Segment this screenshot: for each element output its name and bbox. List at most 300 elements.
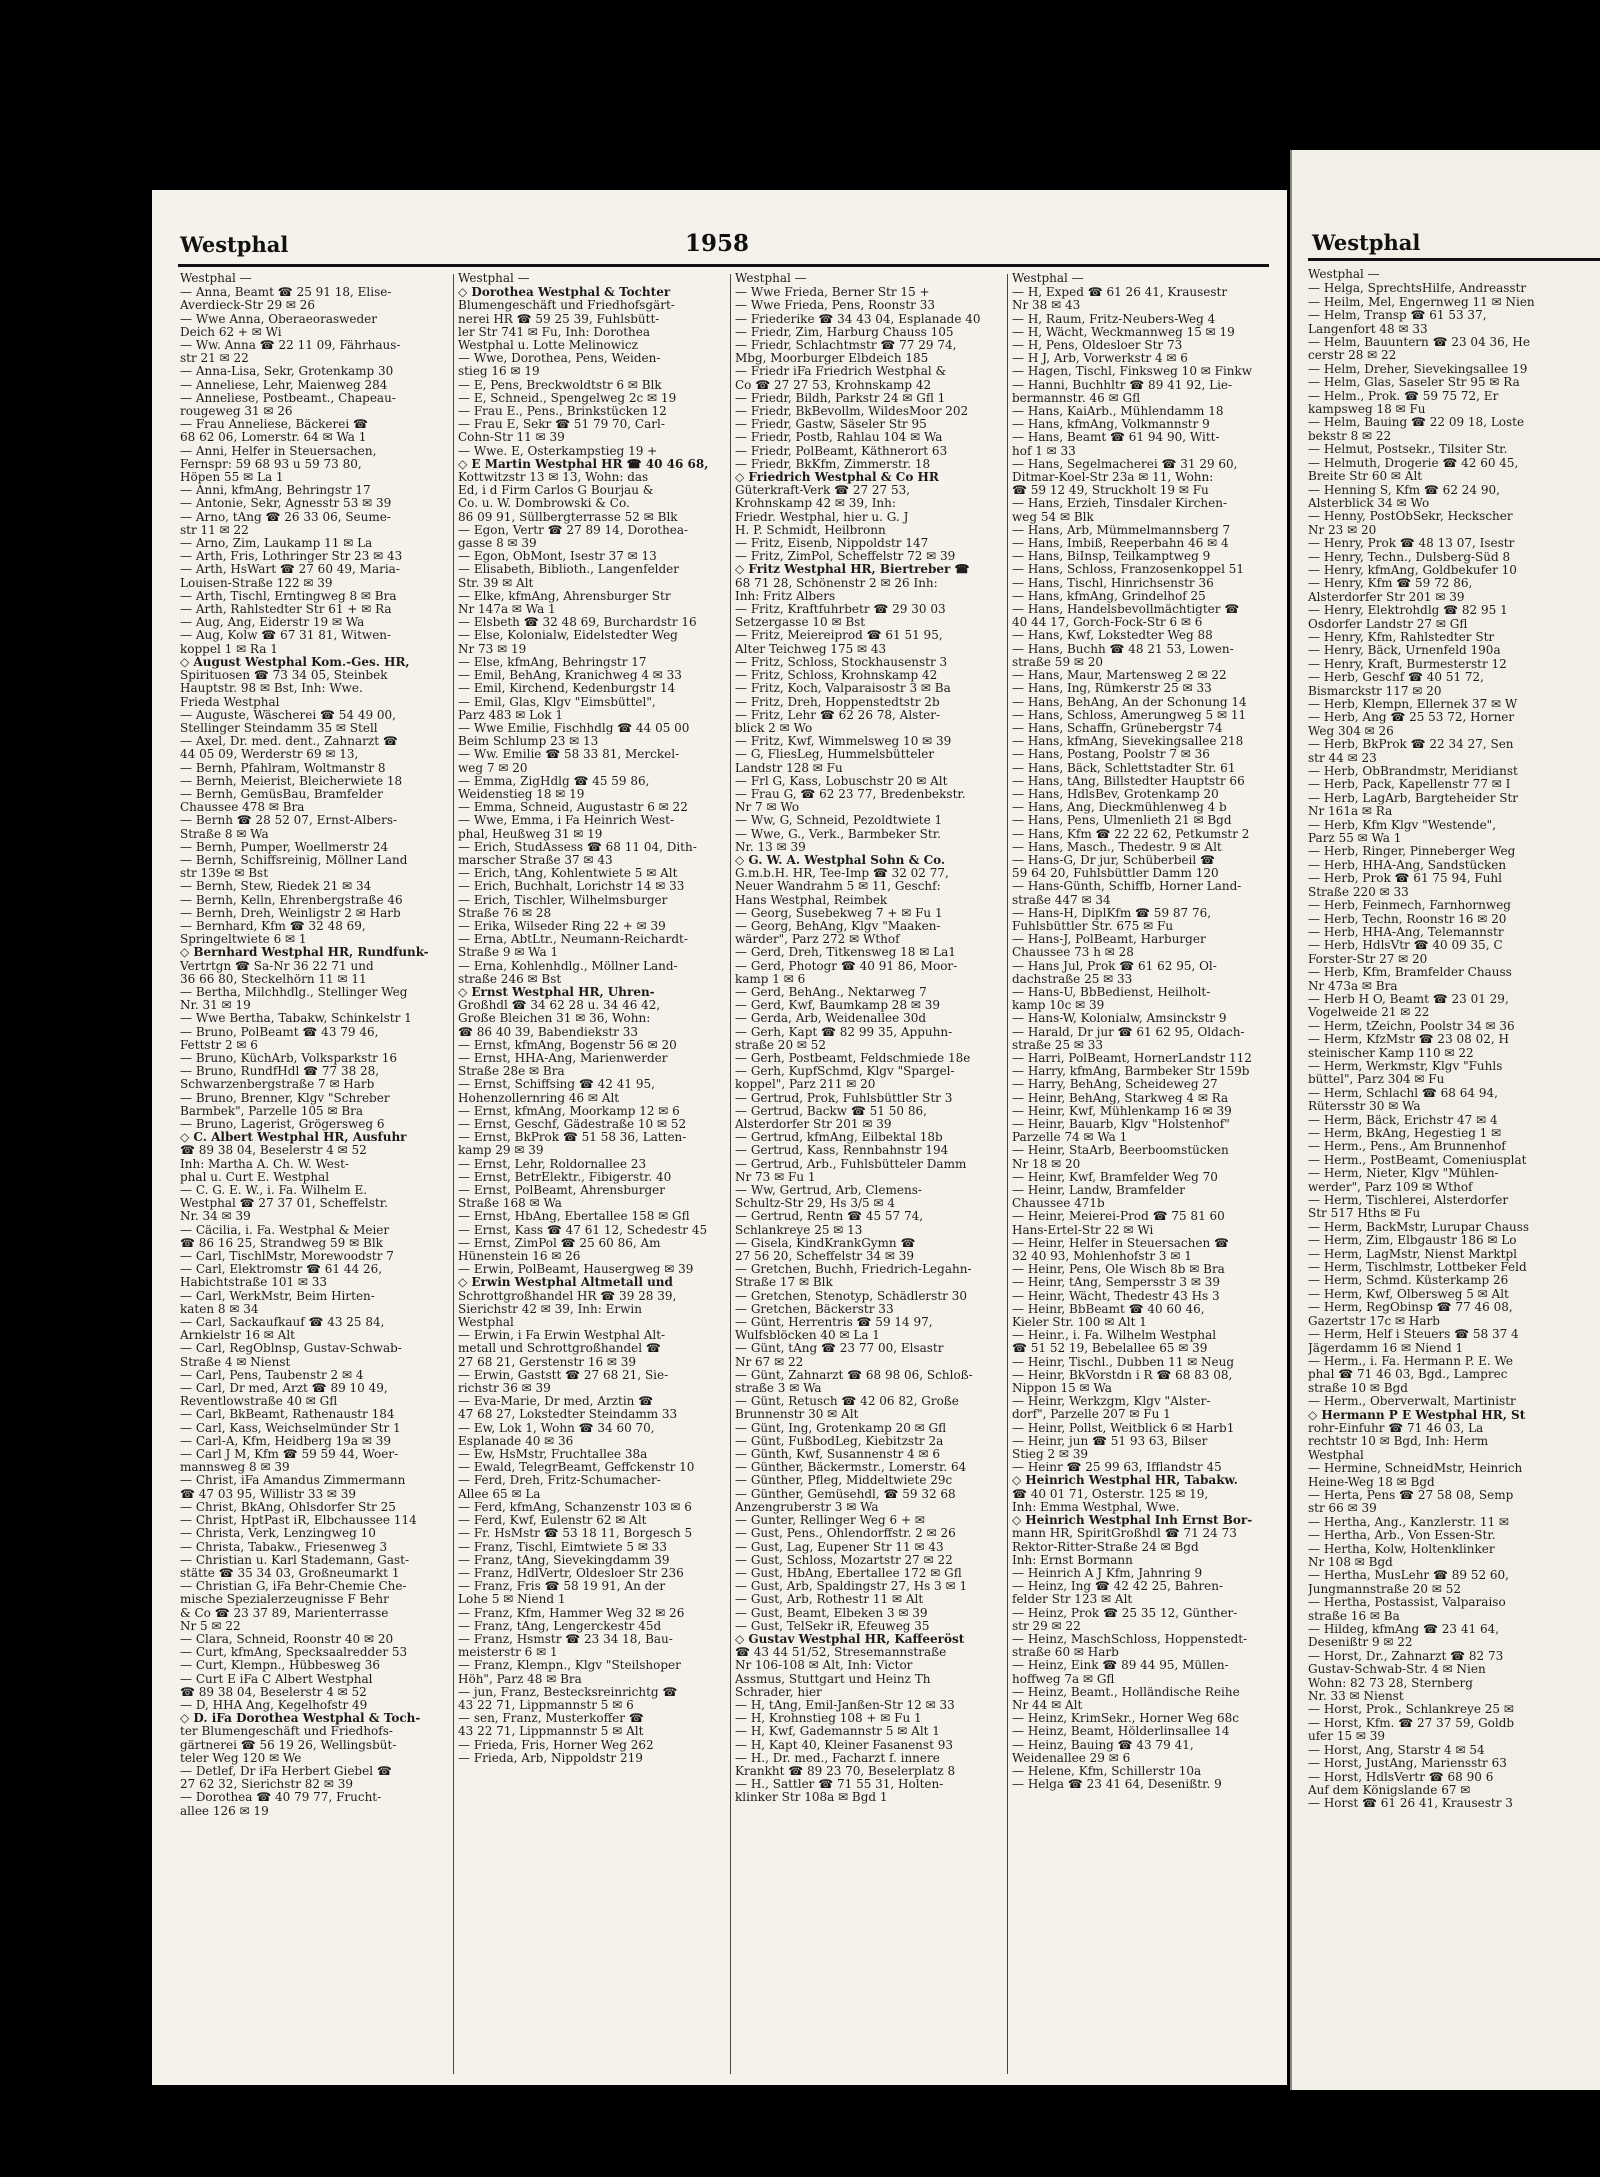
- directory-entry: — Hans, Imbiß, Reeperbahn 46 ✉ 4: [1012, 537, 1229, 551]
- directory-entry: ◇ Fritz Westphal HR, Biertreber ☎: [735, 563, 970, 577]
- directory-entry: 43 22 71, Lippmannstr 5 ✉ Alt: [458, 1725, 644, 1739]
- directory-entry: — Ferd, kfmAng, Schanzenstr 103 ✉ 6: [458, 1500, 692, 1514]
- directory-entry: — Ernst, Kass ☎ 47 61 12, Schedestr 45: [458, 1223, 708, 1237]
- column-heading: Westphal —: [1308, 268, 1380, 281]
- directory-entry: — Herb, Ringer, Pinneberger Weg: [1308, 845, 1516, 859]
- directory-entry: — Heinr, Wächt, Thedestr 43 Hs 3: [1012, 1289, 1220, 1303]
- directory-entry: — Ernst, BkProk ☎ 51 58 36, Latten-: [458, 1131, 687, 1145]
- directory-entry: — Fritz, Kraftfuhrbetr ☎ 29 30 03: [735, 603, 946, 617]
- directory-entry: — Henry, Kfm, Rahlstedter Str: [1308, 630, 1495, 644]
- directory-entry: Setzergasse 10 ✉ Bst: [735, 616, 866, 630]
- directory-entry: — Hans, Bäck, Schlettstadter Str. 61: [1012, 761, 1236, 775]
- directory-entry: — Wwe, G., Verk., Barmbeker Str.: [735, 827, 941, 841]
- directory-entry: — Anna-Lisa, Sekr, Grotenkamp 30: [180, 365, 394, 379]
- directory-entry: — Anni, Helfer in Steuersachen,: [180, 444, 377, 458]
- directory-entry: — Wwe Bertha, Tabakw, Schinkelstr 1: [180, 1012, 412, 1026]
- directory-entry: Nr 23 ✉ 20: [1308, 523, 1377, 537]
- directory-entry: — Hans-G, Dr jur, Schüberbeil ☎: [1012, 853, 1215, 867]
- directory-entry: — Günt, Herrentris ☎ 59 14 97,: [735, 1316, 933, 1330]
- directory-entry: Ditmar-Koel-Str 23a ✉ 11, Wohn:: [1012, 471, 1214, 485]
- directory-entry: Nr. 13 ✉ 39: [735, 840, 806, 854]
- directory-entry: — Hans, Beamt ☎ 61 94 90, Witt-: [1012, 431, 1220, 445]
- directory-entry: — Georg, BehAng, Klgv "Maaken-: [735, 919, 941, 933]
- directory-entry: — Heinr, Bauarb, Klgv "Holstenhof": [1012, 1118, 1230, 1131]
- directory-entry: — Hans, kfmAng, Sievekingsallee 218: [1012, 735, 1244, 749]
- directory-entry: — Hans, Segelmacherei ☎ 31 29 60,: [1012, 457, 1238, 471]
- directory-entry: — Heinr, BehAng, Starkweg 4 ✉ Ra: [1012, 1091, 1229, 1105]
- directory-entry: — Frieda, Fris, Horner Weg 262: [458, 1738, 654, 1752]
- directory-entry: 27 56 20, Scheffelstr 34 ✉ 39: [735, 1250, 915, 1264]
- directory-entry: — Hans, BiInsp, Teilkamptweg 9: [1012, 550, 1211, 564]
- section-heading: Westphal: [180, 232, 289, 257]
- directory-entry: — Erich, StudAssess ☎ 68 11 04, Dith-: [458, 840, 697, 854]
- directory-entry: — Christ, iFa Amandus Zimmermann: [180, 1474, 406, 1488]
- directory-entry: — Gertrud, Rentn ☎ 45 57 74,: [735, 1210, 924, 1224]
- directory-entry: straße 10 ✉ Bgd: [1308, 1381, 1408, 1395]
- directory-entry: kamp 29 ✉ 39: [458, 1144, 544, 1158]
- directory-entry: — Herm, Tischlmstr, Lottbeker Feld: [1308, 1261, 1527, 1275]
- directory-entry: — Herb, Feinmech, Farnhornweg: [1308, 899, 1511, 913]
- directory-entry: — Heinr, Kwf, Mühlenkamp 16 ✉ 39: [1012, 1104, 1232, 1118]
- directory-entry: Schultz-Str 29, Hs 3/5 ✉ 4: [735, 1197, 895, 1211]
- directory-entry: Straße 8 ✉ Wa: [180, 827, 269, 841]
- directory-entry: Nr 5 ✉ 22: [180, 1619, 241, 1633]
- directory-entry: — Friedr, Bildh, Parkstr 24 ✉ Gfl 1: [735, 391, 946, 405]
- directory-entry: — Hans, Schloss, Amerungweg 5 ✉ 11: [1012, 708, 1247, 722]
- directory-entry: — Henry, Kfm ☎ 59 72 86,: [1308, 577, 1473, 591]
- directory-entry: — Fritz, Lehr ☎ 62 26 78, Alster-: [735, 708, 941, 722]
- directory-entry: — Frau G, ☎ 62 23 77, Bredenbekstr.: [735, 787, 966, 801]
- directory-entry: str 29 ✉ 22: [1012, 1619, 1081, 1633]
- directory-entry: — Emil, BehAng, Kranichweg 4 ✉ 33: [458, 669, 682, 683]
- directory-entry: phal u. Curt E. Westphal: [180, 1170, 330, 1184]
- directory-entry: — Heinr ☎ 25 99 63, Ifflandstr 45: [1012, 1461, 1222, 1475]
- directory-entry: 86 09 91, Süllbergterrasse 52 ✉ Blk: [458, 510, 678, 524]
- directory-entry: Inh: Ernst Bormann: [1012, 1553, 1133, 1567]
- directory-entry: — E, Pens, Breckwoldtstr 6 ✉ Blk: [458, 378, 662, 392]
- directory-entry: — Gust, Lag, Eupener Str 11 ✉ 43: [735, 1540, 944, 1554]
- directory-entry: Straße 28e ✉ Bra: [458, 1065, 565, 1079]
- directory-entry: — Carl, Sackaufkauf ☎ 43 25 84,: [180, 1316, 385, 1330]
- directory-entry: — Herb, BkProk ☎ 22 34 27, Sen: [1308, 738, 1514, 752]
- directory-entry: — E, Schneid., Spengelweg 2c ✉ 19: [458, 391, 677, 405]
- directory-entry: — Hans, Postang, Poolstr 7 ✉ 36: [1012, 748, 1210, 762]
- directory-entry: 68 62 06, Lomerstr. 64 ✉ Wa 1: [180, 431, 367, 445]
- directory-entry: — H, Raum, Fritz-Neubers-Weg 4: [1012, 312, 1216, 326]
- directory-entry: — Heinz, Ing ☎ 42 42 25, Bahren-: [1012, 1580, 1224, 1594]
- directory-entry: — Fritz, Schloss, Stockhausenstr 3: [735, 655, 948, 669]
- directory-entry: — Carl-A, Kfm, Heidberg 19a ✉ 39: [180, 1434, 391, 1448]
- directory-entry: — Erna, AbtLtr., Neumann-Reichardt-: [458, 933, 688, 947]
- directory-entry: — Fritz, Meiereiprod ☎ 61 51 95,: [735, 629, 943, 643]
- directory-entry: — Hertha, Kolw, Holtenklinker: [1308, 1542, 1495, 1556]
- directory-entry: — Herb H O, Beamt ☎ 23 01 29,: [1308, 992, 1509, 1006]
- directory-entry: — Bruno, RundfHdl ☎ 77 38 28,: [180, 1065, 380, 1079]
- directory-entry: — Fr. HsMstr ☎ 53 18 11, Borgesch 5: [458, 1527, 693, 1541]
- directory-entry: — Ewald, TelegrBeamt, Geffckenstr 10: [458, 1461, 695, 1475]
- directory-entry: — Heinr, Kwf, Bramfelder Weg 70: [1012, 1170, 1218, 1184]
- directory-entry: — H, Pens, Oldesloer Str 73: [1012, 339, 1183, 353]
- directory-entry: — Christa, Verk, Lenzingweg 10: [180, 1527, 376, 1541]
- directory-entry: — Gunter, Rellinger Weg 6 + ✉: [735, 1514, 925, 1528]
- directory-entry: — Ferd, Dreh, Fritz-Schumacher-: [458, 1474, 661, 1488]
- directory-entry: Friedr. Westphal, hier u. G. J: [735, 510, 909, 524]
- directory-entry: — Herb, HdlsVtr ☎ 40 09 35, C: [1308, 939, 1503, 953]
- directory-entry: — Herm, BkAng, Hegestieg 1 ✉: [1308, 1127, 1502, 1140]
- directory-entry: — Heinr, Tischl., Dubben 11 ✉ Neug: [1012, 1355, 1235, 1369]
- directory-entry: — Herb, HHA-Ang, Sandstücken: [1308, 858, 1507, 872]
- directory-entry: Str 517 Hths ✉ Fu: [1308, 1207, 1421, 1221]
- directory-entry: — Wwe Frieda, Berner Str 15 +: [735, 286, 930, 300]
- directory-entry: kampsweg 18 ✉ Fu: [1308, 403, 1426, 417]
- directory-entry: — Bernh, Kelln, Ehrenbergstraße 46: [180, 893, 403, 907]
- directory-entry: Beim Schlump 23 ✉ 13: [458, 735, 599, 749]
- directory-entry: Nr 147a ✉ Wa 1: [458, 603, 556, 617]
- directory-entry: — Henry, Techn., Dulsberg-Süd 8: [1308, 550, 1511, 564]
- directory-entry: Vertrtgn ☎ Sa-Nr 36 22 71 und: [180, 959, 374, 973]
- directory-entry: — Wwe, Dorothea, Pens, Weiden-: [458, 352, 661, 366]
- directory-entry: — Günt, tAng ☎ 23 77 00, Elsastr: [735, 1342, 944, 1356]
- directory-entry: Westphal: [458, 1316, 514, 1330]
- directory-entry: — Herb, Pack, Kapellenstr 77 ✉ I: [1308, 778, 1511, 792]
- directory-entry: — Hertha, Postassist, Valparaiso: [1308, 1596, 1506, 1610]
- directory-entry: — Erna, Kohlenhdlg., Möllner Land-: [458, 959, 678, 973]
- directory-entry: — H., Dr. med., Facharzt f. innere: [735, 1751, 940, 1765]
- directory-entry: — Hertha, Ang., Kanzlerstr. 11 ✉: [1308, 1515, 1509, 1529]
- directory-entry: — Heinr, Pens, Ole Wisch 8b ✉ Bra: [1012, 1263, 1225, 1277]
- directory-entry: — Axel, Dr. med. dent., Zahnarzt ☎: [180, 735, 398, 749]
- directory-entry: Schrader, hier: [735, 1685, 822, 1699]
- left-page: [152, 190, 1287, 2085]
- directory-entry: — Heinr, StaArb, Beerboomstücken: [1012, 1144, 1229, 1158]
- directory-entry: Chaussee 478 ✉ Bra: [180, 801, 305, 815]
- directory-entry: Landstr 128 ✉ Fu: [735, 761, 843, 775]
- directory-entry: Straße 4 ✉ Nienst: [180, 1355, 291, 1369]
- directory-entry: — Emil, Kirchend, Kedenburgstr 14: [458, 682, 676, 696]
- directory-entry: Höpen 55 ✉ La 1: [180, 471, 284, 485]
- directory-entry: Chaussee 73 h ✉ 28: [1012, 946, 1134, 960]
- directory-entry: straße 60 ✉ Harb: [1012, 1646, 1119, 1660]
- directory-entry: Straße 9 ✉ Wa 1: [458, 946, 559, 960]
- directory-entry: — Bernh, Pumper, Woellmerstr 24: [180, 840, 389, 854]
- directory-entry: Nr. 33 ✉ Nienst: [1308, 1690, 1404, 1704]
- directory-entry: Straße 168 ✉ Wa: [458, 1197, 562, 1211]
- directory-entry: — Hans, Masch., Thedestr. 9 ✉ Alt: [1012, 840, 1222, 854]
- directory-entry: — Gerd, Dreh, Titkensweg 18 ✉ La1: [735, 946, 956, 960]
- directory-entry: — Gretchen, Buchh, Friedrich-Legahn-: [735, 1263, 972, 1277]
- directory-entry: — Egon, Vertr ☎ 27 89 14, Dorothea-: [458, 523, 689, 537]
- directory-entry: Straße 220 ✉ 33: [1308, 885, 1409, 899]
- directory-entry: — Henry, Prok ☎ 48 13 07, Isestr: [1308, 537, 1515, 551]
- directory-entry: — Ernst, Geschf, Gädestraße 10 ✉ 52: [458, 1118, 687, 1131]
- directory-entry: — Helmuth, Drogerie ☎ 42 60 45,: [1308, 456, 1519, 470]
- directory-entry: — Bruno, KüchArb, Volksparkstr 16: [180, 1051, 397, 1065]
- directory-entry: — Gisela, KindKrankGymn ☎: [735, 1236, 916, 1250]
- directory-entry: — Hans Jul, Prok ☎ 61 62 95, Ol-: [1012, 959, 1217, 973]
- directory-entry: ◇ Erwin Westphal Altmetall und: [458, 1276, 673, 1290]
- directory-entry: — Heinr, Helfer in Steuersachen ☎: [1012, 1236, 1229, 1250]
- directory-entry: Alsterblick 34 ✉ Wo: [1308, 496, 1430, 510]
- directory-entry: ☎ 86 16 25, Strandweg 59 ✉ Blk: [180, 1236, 383, 1250]
- directory-entry: — Hans, Handelsbevollmächtigter ☎: [1012, 603, 1240, 617]
- directory-entry: — Erika, Wilseder Ring 22 + ✉ 39: [458, 919, 666, 933]
- directory-entry: H. P. Schmidt, Heilbronn: [735, 523, 886, 537]
- directory-entry: — Heinz, Bauing ☎ 43 79 41,: [1012, 1738, 1194, 1752]
- directory-entry: — Fritz, ZimPol, Scheffelstr 72 ✉ 39: [735, 550, 956, 564]
- directory-entry: — Arno, tAng ☎ 26 33 06, Seume-: [180, 510, 391, 524]
- directory-entry: — Christian u. Karl Stademann, Gast-: [180, 1553, 410, 1567]
- directory-entry: rohr-Einfuhr ☎ 71 46 03, La: [1308, 1421, 1484, 1435]
- directory-entry: Parzelle 74 ✉ Wa 1: [1012, 1131, 1128, 1145]
- directory-entry: — Hans, Ang, Dieckmühlenweg 4 b: [1012, 801, 1227, 815]
- directory-entry: phal ☎ 71 46 03, Bgd., Lamprec: [1308, 1368, 1508, 1382]
- directory-entry: — Gerd, BehAng., Nektarweg 7: [735, 985, 927, 999]
- directory-entry: — Ew, Lok 1, Wohn ☎ 34 60 70,: [458, 1421, 655, 1435]
- directory-entry: Spirituosen ☎ 73 34 05, Steinbek: [180, 669, 388, 683]
- directory-entry: — Hans-H, DiplKfm ☎ 59 87 76,: [1012, 906, 1212, 920]
- directory-entry: — Gust, HbAng, Ebertallee 172 ✉ Gfl: [735, 1566, 962, 1580]
- directory-entry: — Bernh ☎ 28 52 07, Ernst-Albers-: [180, 814, 398, 828]
- directory-entry: — H, tAng, Emil-Janßen-Str 12 ✉ 33: [735, 1698, 955, 1712]
- directory-entry: blick 2 ✉ Wo: [735, 721, 813, 735]
- directory-entry: 36 66 80, Steckelhörn 11 ✉ 11: [180, 972, 367, 986]
- directory-entry: — Franz, Kfm, Hammer Weg 32 ✉ 26: [458, 1606, 685, 1620]
- directory-entry: Hans Westphal, Reimbek: [735, 893, 888, 907]
- directory-entry: — Henny, PostObSekr, Heckscher: [1308, 510, 1513, 524]
- directory-entry: str 11 ✉ 22: [180, 523, 249, 537]
- directory-entry: Alter Teichweg 175 ✉ 43: [735, 642, 887, 656]
- directory-entry: — Gertrud, Kass, Rennbahnstr 194: [735, 1144, 949, 1158]
- directory-entry: — Henning S, Kfm ☎ 62 24 90,: [1308, 483, 1500, 497]
- directory-entry: — Günth, Kwf, Susannenstr 4 ✉ 6: [735, 1448, 940, 1462]
- directory-entry: — Bernhard, Kfm ☎ 32 48 69,: [180, 919, 366, 933]
- directory-entry: Westphal u. Lotte Melinowicz: [458, 339, 638, 353]
- directory-entry: — Gust, Beamt, Elbeken 3 ✉ 39: [735, 1606, 928, 1620]
- directory-entry: — Heinr, Landw, Bramfelder: [1012, 1184, 1185, 1198]
- directory-entry: — Helm, Dreher, Sievekingsallee 19: [1308, 362, 1528, 376]
- column-heading: Westphal —: [735, 272, 807, 285]
- directory-entry: — Carl, Dr med, Arzt ☎ 89 10 49,: [180, 1382, 388, 1396]
- directory-entry: — Günther, Gemüsehdl, ☎ 59 32 68: [735, 1487, 956, 1501]
- directory-entry: — Ernst, HHA-Ang, Marienwerder: [458, 1051, 668, 1065]
- directory-entry: Schwarzenbergstraße 7 ✉ Harb: [180, 1078, 375, 1092]
- directory-entry: — Fritz, Eisenb, Nippoldstr 147: [735, 537, 929, 551]
- directory-entry: — Herm., Oberverwalt, Martinistr: [1308, 1395, 1516, 1409]
- directory-entry: str 139e ✉ Bst: [180, 867, 269, 881]
- directory-entry: Wohn: 82 73 28, Sternberg: [1308, 1676, 1473, 1690]
- directory-entry: — Gertrud, Prok, Fuhlsbüttler Str 3: [735, 1091, 953, 1105]
- directory-entry: ◇ D. iFa Dorothea Westphal & Toch-: [180, 1712, 421, 1726]
- directory-entry: — Herm., Pens., Am Brunnenhof: [1308, 1140, 1506, 1154]
- directory-entry: — Hans-Günth, Schiffb, Horner Land-: [1012, 880, 1242, 894]
- directory-entry: Alsterdorfer Str 201 ✉ 39: [1308, 590, 1465, 604]
- directory-entry: — Auguste, Wäscherei ☎ 54 49 00,: [180, 708, 396, 722]
- directory-entry: klinker Str 108a ✉ Bgd 1: [735, 1791, 888, 1805]
- directory-entry: — Heinr, Pollst, Weitblick 6 ✉ Harb1: [1012, 1421, 1235, 1435]
- directory-entry: — Herm, Kwf, Olbersweg 5 ✉ Alt: [1308, 1287, 1509, 1301]
- directory-entry: — Franz, Hsmstr ☎ 23 34 18, Bau-: [458, 1632, 673, 1646]
- directory-entry: Nr 73 ✉ Fu 1: [735, 1170, 816, 1184]
- directory-entry: — Herm, RegObinsp ☎ 77 46 08,: [1308, 1301, 1513, 1315]
- directory-entry: — Günt, Retusch ☎ 42 06 82, Große: [735, 1395, 959, 1409]
- directory-entry: Breite Str 60 ✉ Alt: [1308, 470, 1423, 484]
- directory-entry: Westphal: [1308, 1448, 1364, 1462]
- directory-entry: hof 1 ✉ 33: [1012, 444, 1076, 458]
- directory-entry: — Franz, Klempn., Klgv "Steilshoper: [458, 1659, 681, 1673]
- directory-entry: — Emma, Schneid, Augustastr 6 ✉ 22: [458, 801, 688, 815]
- directory-entry: — Herm., i. Fa. Hermann P. E. We: [1308, 1354, 1513, 1368]
- directory-entry: str 44 ✉ 23: [1308, 751, 1377, 765]
- directory-entry: Schlankreye 25 ✉ 13: [735, 1223, 863, 1237]
- directory-entry: bermannstr. 46 ✉ Gfl: [1012, 391, 1141, 405]
- directory-entry: Nr 67 ✉ 22: [735, 1355, 804, 1369]
- directory-entry: — Christ, BkAng, Ohlsdorfer Str 25: [180, 1500, 396, 1514]
- directory-entry: — Erich, Tischler, Wilhelmsburger: [458, 893, 668, 907]
- directory-entry: — Friedr, BkBevollm, WildesMoor 202: [735, 405, 969, 419]
- directory-entry: — Günther, Pfleg, Middeltwiete 29c: [735, 1474, 953, 1488]
- directory-entry: ter Blumengeschäft und Friedhofs-: [180, 1725, 393, 1739]
- directory-entry: — Anneliese, Lehr, Maienweg 284: [180, 378, 388, 392]
- directory-entry: — Friedr, BkKfm, Zimmerstr. 18: [735, 457, 931, 471]
- directory-entry: — Bernh, Schiffsreinig, Möllner Land: [180, 853, 408, 867]
- directory-entry: ☎ 51 52 19, Bebelallee 65 ✉ 39: [1012, 1342, 1208, 1356]
- directory-entry: — Hans, Kfm ☎ 22 22 62, Petkumstr 2: [1012, 827, 1250, 841]
- directory-entry: Frieda Westphal: [180, 695, 280, 709]
- directory-entry: — Herb, ObBrandmstr, Meridianst: [1308, 765, 1518, 779]
- directory-entry: — Heinr, Meierei-Prod ☎ 75 81 60: [1012, 1210, 1225, 1224]
- directory-entry: Rütersstr 30 ✉ Wa: [1308, 1100, 1421, 1114]
- directory-entry: — Detlef, Dr iFa Herbert Giebel ☎: [180, 1764, 392, 1778]
- directory-entry: — Herm, LagMstr, Nienst Marktpl: [1308, 1247, 1517, 1261]
- directory-entry: — Franz, Fris ☎ 58 19 91, An der: [458, 1580, 666, 1594]
- directory-entry: Stellinger Steindamm 35 ✉ Stell: [180, 721, 378, 735]
- directory-entry: — Frl G, Kass, Lobuschstr 20 ✉ Alt: [735, 774, 948, 788]
- column-heading: Westphal —: [1012, 272, 1084, 285]
- directory-entry: koppel 1 ✉ Ra 1: [180, 642, 278, 656]
- directory-entry: — Gretchen, Bäckerstr 33: [735, 1302, 894, 1316]
- directory-entry: — Bernh, Dreh, Weinligstr 2 ✉ Harb: [180, 906, 401, 920]
- directory-entry: — Henry, Elektrohdlg ☎ 82 95 1: [1308, 604, 1508, 618]
- directory-entry: Inh: Martha A. Ch. W. West-: [180, 1157, 349, 1171]
- directory-entry: — Helmut, Postsekr., Tilsiter Str.: [1308, 443, 1508, 457]
- directory-entry: Blumengeschäft und Friedhofsgärt-: [458, 299, 675, 313]
- directory-entry: — Henry, kfmAng, Goldbekufer 10: [1308, 563, 1517, 577]
- directory-entry: dorf", Parzelle 207 ✉ Fu 1: [1012, 1408, 1171, 1422]
- directory-entry: marscher Straße 37 ✉ 43: [458, 853, 613, 867]
- directory-entry: — Ernst, kfmAng, Moorkamp 12 ✉ 6: [458, 1104, 680, 1118]
- directory-entry: — Hans-W, Kolonialw, Amsinckstr 9: [1012, 1012, 1227, 1026]
- directory-entry: — Fritz, Schloss, Krohnskamp 42: [735, 669, 938, 683]
- directory-entry: — Anni, kfmAng, Behringstr 17: [180, 484, 371, 498]
- directory-entry: 27 68 21, Gerstenstr 16 ✉ 39: [458, 1355, 637, 1369]
- directory-entry: — Heinr, Werkzgm, Klgv "Alster-: [1012, 1395, 1211, 1409]
- directory-entry: mannsweg 8 ✉ 39: [180, 1461, 290, 1475]
- directory-entry: Chaussee 471b: [1012, 1197, 1105, 1211]
- directory-entry: koppel", Parz 211 ✉ 20: [735, 1078, 876, 1092]
- column-divider: [453, 274, 454, 2074]
- directory-entry: Parz 55 ✉ Wa 1: [1308, 832, 1402, 846]
- directory-entry: Desenißtr 9 ✉ 22: [1308, 1636, 1413, 1650]
- directory-entry: Co ☎ 27 27 53, Krohnskamp 42: [735, 378, 932, 392]
- directory-entry: — Emil, Glas, Klgv "Eimsbüttel",: [458, 695, 656, 709]
- directory-entry: Parz 483 ✉ Lok 1: [458, 708, 564, 722]
- directory-entry: — Heinz, KrimSekr., Horner Weg 68c: [1012, 1712, 1240, 1726]
- directory-entry: — Friedr iFa Friedrich Westphal &: [735, 365, 947, 379]
- directory-entry: — Gretchen, Stenotyp, Schädlerstr 30: [735, 1289, 967, 1303]
- directory-entry: rougeweg 31 ✉ 26: [180, 405, 293, 419]
- directory-entry: — Christ, HptPast iR, Elbchaussee 114: [180, 1514, 417, 1528]
- directory-entry: rechtstr 10 ✉ Bgd, Inh: Herm: [1308, 1435, 1489, 1449]
- directory-entry: — Aug, Ang, Eiderstr 19 ✉ Wa: [180, 616, 365, 630]
- directory-entry: meisterstr 6 ✉ 1: [458, 1646, 558, 1660]
- directory-entry: — Herm, Zim, Elbgaustr 186 ✉ Lo: [1308, 1234, 1517, 1248]
- directory-entry: — Carl J M, Kfm ☎ 59 59 44, Woer-: [180, 1448, 399, 1462]
- directory-entry: bekstr 8 ✉ 22: [1308, 429, 1392, 443]
- directory-entry: straße 25 ✉ 33: [1012, 1038, 1104, 1052]
- right-page: [1290, 150, 1600, 2090]
- directory-entry: — Erwin, PolBeamt, Hausergweg ✉ 39: [458, 1263, 694, 1277]
- directory-entry: — Emma, ZigHdlg ☎ 45 59 86,: [458, 774, 650, 788]
- directory-entry: — Heinz, Prok ☎ 25 35 12, Günther-: [1012, 1606, 1238, 1620]
- directory-entry: Nippon 15 ✉ Wa: [1012, 1382, 1112, 1396]
- directory-entry: — Herb, HHA-Ang, Telemannstr: [1308, 925, 1504, 939]
- directory-entry: — Hans-J, PolBeamt, Harburger: [1012, 933, 1206, 947]
- directory-entry: Schrottgroßhandel HR ☎ 39 28 39,: [458, 1289, 677, 1303]
- directory-entry: — Elisabeth, Biblioth., Langenfelder: [458, 563, 680, 577]
- directory-entry: Hauptstr. 98 ✉ Bst, Inh: Wwe.: [180, 682, 363, 696]
- directory-entry: — Christian G, iFa Behr-Chemie Che-: [180, 1580, 407, 1594]
- directory-entry: — Elke, kfmAng, Ahrensburger Str: [458, 589, 671, 603]
- directory-entry: Bismarckstr 117 ✉ 20: [1308, 684, 1442, 698]
- directory-entry: 59 64 20, Fuhlsbüttler Damm 120: [1012, 867, 1219, 881]
- directory-entry: nerei HR ☎ 59 25 39, Fuhlsbütt-: [458, 312, 660, 326]
- directory-entry: — Bruno, Brenner, Klgv "Schreber: [180, 1091, 390, 1105]
- directory-entry: Barmbek", Parzelle 105 ✉ Bra: [180, 1104, 364, 1118]
- directory-entry: — Franz, tAng, Sievekingdamm 39: [458, 1553, 670, 1567]
- directory-entry: — Arth, Fris, Lothringer Str 23 ✉ 43: [180, 550, 403, 564]
- directory-entry: — Helm, Bauing ☎ 22 09 18, Loste: [1308, 416, 1525, 430]
- directory-entry: weg 54 ✉ Blk: [1012, 510, 1094, 524]
- directory-entry: — Heinrich A J Kfm, Jahnring 9: [1012, 1566, 1203, 1580]
- directory-entry: — Erich, Buchhalt, Lorichstr 14 ✉ 33: [458, 880, 685, 894]
- directory-entry: — Ww. Anna ☎ 22 11 09, Fährhaus-: [180, 339, 401, 353]
- directory-entry: — Hans, Kwf, Lokstedter Weg 88: [1012, 629, 1213, 643]
- directory-entry: — Heinz, Beamt, Hölderlinsallee 14: [1012, 1725, 1230, 1739]
- directory-entry: ◇ Heinrich Westphal Inh Ernst Bor-: [1012, 1514, 1253, 1528]
- directory-entry: Auf dem Königslande 67 ✉: [1308, 1783, 1471, 1797]
- directory-entry: Alsterdorfer Str 201 ✉ 39: [735, 1118, 892, 1131]
- directory-entry: Krankht ☎ 89 23 70, Beselerplatz 8: [735, 1764, 956, 1778]
- directory-entry: — Helga ☎ 23 41 64, Desenißtr. 9: [1012, 1778, 1222, 1792]
- directory-entry: — Eva-Marie, Dr med, Ärztin ☎: [458, 1395, 654, 1409]
- directory-entry: — Herm, KfzMstr ☎ 23 08 02, H: [1308, 1033, 1509, 1047]
- directory-entry: mann HR, SpiritGroßhdl ☎ 71 24 73: [1012, 1527, 1237, 1541]
- directory-entry: — Ernst, BetrElektr., Fibigerstr. 40: [458, 1170, 672, 1184]
- directory-entry: — Gertrud, Backw ☎ 51 50 86,: [735, 1104, 927, 1118]
- directory-column-1: [180, 272, 448, 2077]
- directory-entry: Nr. 31 ✉ 19: [180, 999, 251, 1013]
- directory-entry: — Heinr, jun ☎ 51 93 63, Bilser: [1012, 1434, 1208, 1448]
- directory-entry: — Horst ☎ 61 26 41, Krausestr 3: [1308, 1797, 1513, 1811]
- directory-entry: ☎ 89 38 04, Beselerstr 4 ✉ 52: [180, 1685, 367, 1699]
- directory-entry: Großhdl ☎ 34 62 28 u. 34 46 42,: [458, 999, 661, 1013]
- directory-entry: 47 68 27, Lokstedter Steindamm 33: [458, 1408, 678, 1422]
- directory-entry: — H, Kapt 40, Kleiner Fasanenst 93: [735, 1738, 953, 1752]
- directory-entry: Sierichstr 42 ✉ 39, Inh: Erwin: [458, 1302, 642, 1316]
- directory-entry: katen 8 ✉ 34: [180, 1302, 259, 1316]
- directory-entry: — Aug, Kolw ☎ 67 31 81, Witwen-: [180, 629, 392, 643]
- directory-entry: — Horst, Ang, Starstr 4 ✉ 54: [1308, 1743, 1485, 1757]
